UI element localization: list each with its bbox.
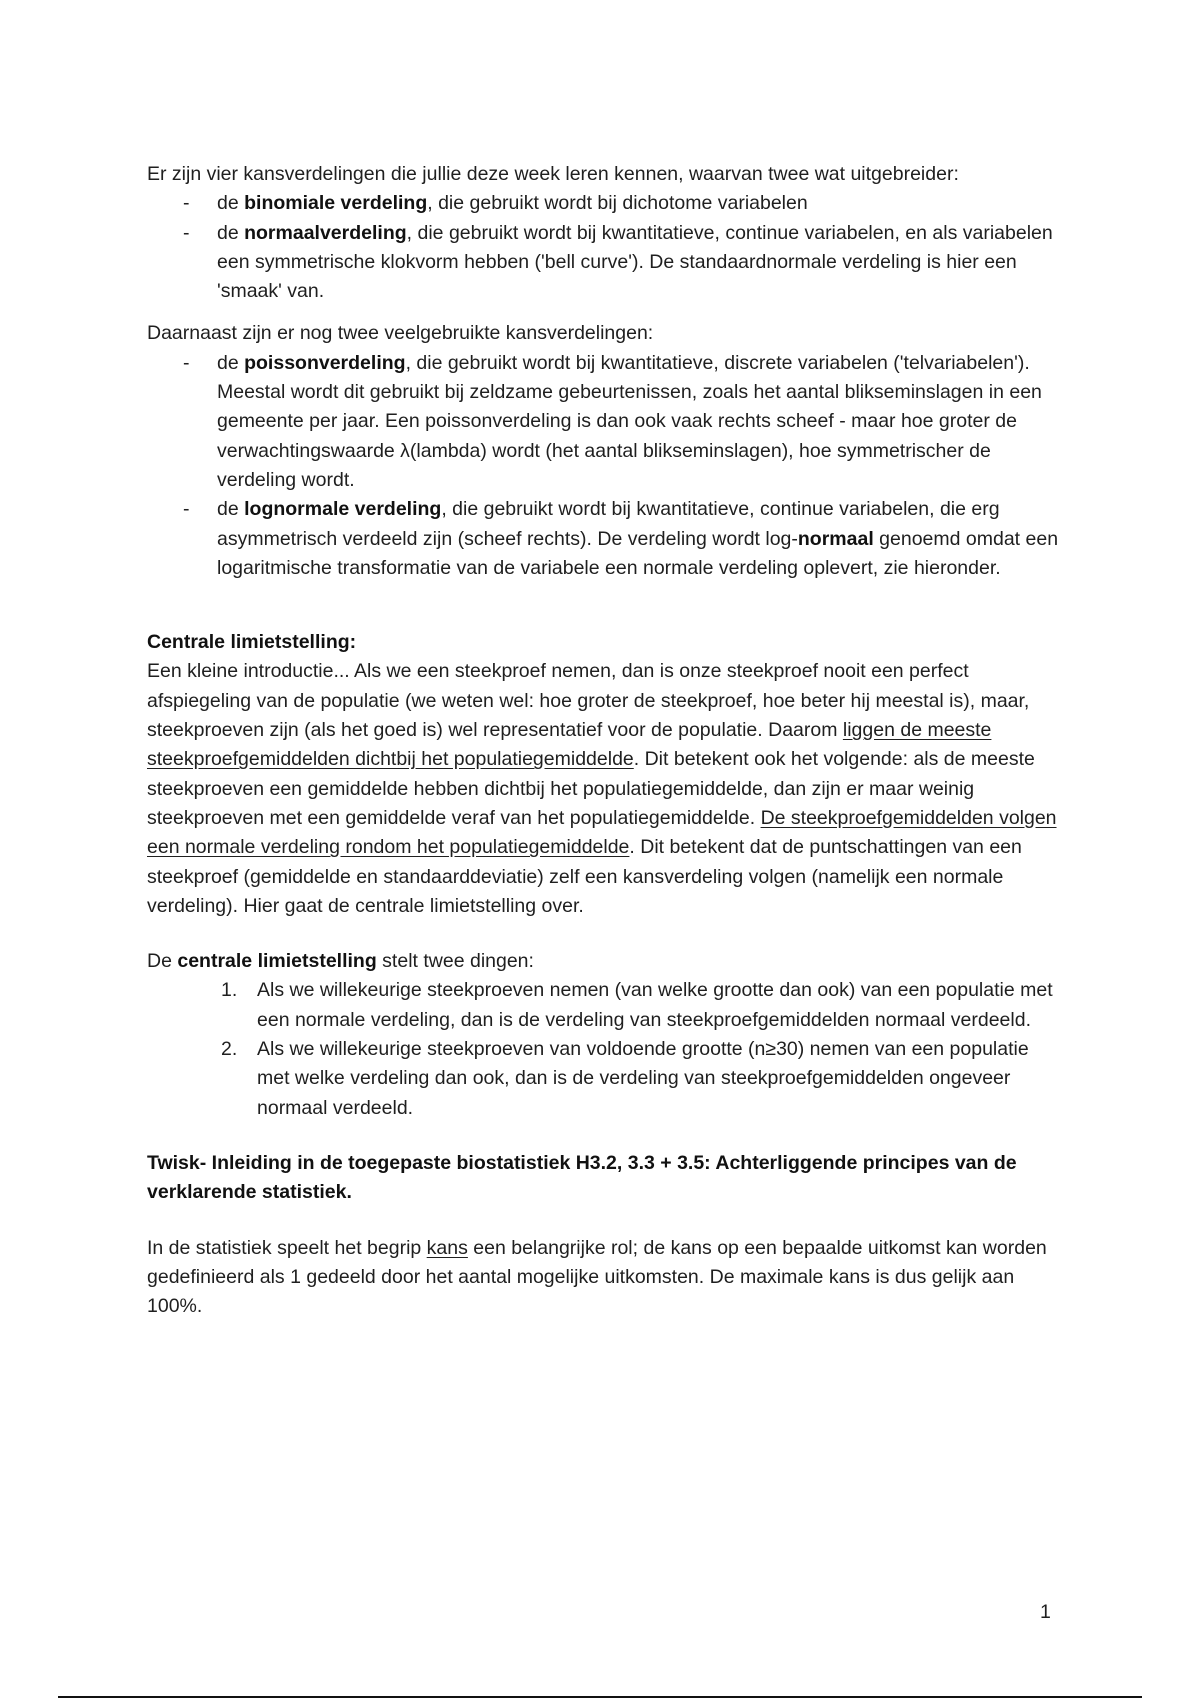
list-marker: 1. bbox=[221, 979, 238, 1002]
underlined-phrase: De steekproefgemiddelden volgen een normale verdeling rondom het populatiegemiddelde bbox=[147, 806, 1057, 859]
term-poisson: poissonverdeling bbox=[244, 351, 406, 374]
list-item: - de binomiale verdeling, die gebruikt wordt bij dichotome variabelen bbox=[217, 189, 1065, 218]
clt-claims-list bbox=[147, 976, 1065, 1122]
underlined-term: kans bbox=[426, 1236, 468, 1259]
page-number: 1 bbox=[1040, 1601, 1051, 1623]
extra-list bbox=[147, 349, 1065, 583]
intro-paragraph: Er zijn vier kansverdelingen die jullie deze week leren kennen, waarvan twee wat uitgebreider: bbox=[147, 163, 959, 185]
clt-claims-intro: De centrale limietstelling stelt twee dingen: bbox=[147, 950, 534, 973]
list-marker: - bbox=[183, 498, 190, 521]
term-lognormaal: lognormale verdeling bbox=[244, 498, 442, 521]
list-item: 2. Als we willekeurige steekproeven van voldoende grootte (n≥30) nemen van een populatie met welke verdeling dan ook, dan is de verdeling van steekproefgemiddelden ongeveer normaal verdeeld. bbox=[257, 1035, 1065, 1123]
underlined-phrase: liggen de meeste steekproefgemiddelden dichtbij het populatiegemiddelde bbox=[147, 719, 992, 771]
list-marker: - bbox=[183, 351, 190, 374]
term-binomiale: binomiale verdeling bbox=[244, 192, 428, 215]
list-marker: - bbox=[183, 221, 190, 244]
list-item: 1. Als we willekeurige steekproeven nemen (van welke grootte dan ook) van een populatie met een normale verdeling, dan is de verdeling van steekproefgemiddelden normaal verdeeld. bbox=[257, 976, 1065, 1035]
twisk-paragraph: In de statistiek speelt het begrip kans een belangrijke rol; de kans op een bepaalde uitkomst kan worden gedefinieerd als 1 gedeeld door het aantal mogelijke uitkomsten. De maximale kans is dus gelijk aan 100%. bbox=[147, 1236, 1047, 1318]
list-item: - de normaalverdeling, die gebruikt wordt bij kwantitatieve, continue variabelen, en als variabelen een symmetrische klokvorm hebben ('bell curve'). De standaardnormale verdeling is hier een 'smaak' van. bbox=[217, 219, 1065, 307]
extra-paragraph: Daarnaast zijn er nog twee veelgebruikte kansverdelingen: bbox=[147, 322, 654, 345]
document-body bbox=[147, 160, 1065, 1321]
list-item: - de poissonverdeling, die gebruikt wordt bij kwantitatieve, discrete variabelen ('telvariabelen'). Meestal wordt dit gebruikt bij zeldzame gebeurtenissen, zoals het aantal blikseminslagen in een gemeente per jaar. Een poissonverdeling is dan ook vaak rechts scheef - maar hoe groter de verwachtingswaarde λ(lambda) wordt (het aantal blikseminslagen), hoe symmetrischer de verdeling wordt. bbox=[217, 349, 1065, 495]
term-normaal: normaalverdeling bbox=[244, 221, 407, 244]
list-marker: - bbox=[183, 192, 190, 215]
list-marker: 2. bbox=[221, 1038, 238, 1061]
section-heading-clt: Centrale limietstelling: bbox=[147, 631, 357, 654]
list-item: - de lognormale verdeling, die gebruikt wordt bij kwantitatieve, continue variabelen, die erg asymmetrisch verdeeld zijn (scheef rechts). De verdeling wordt log-normaal genoemd omdat een logaritmische transformatie van de variabele een normale verdeling oplevert, zie hieronder. bbox=[217, 495, 1065, 583]
section-heading-twisk: Twisk- Inleiding in de toegepaste biostatistiek H3.2, 3.3 + 3.5: Achterliggende principes van de verklarende statistiek. bbox=[147, 1151, 1017, 1204]
clt-paragraph: Een kleine introductie... Als we een steekproef nemen, dan is onze steekproef nooit een perfect afspiegeling van de populatie (we weten wel: hoe groter de steekproef, hoe beter hij meestal is), maar, steekproeven zijn (als het goed is) wel representatief voor de populatie. Daarom liggen de meeste steekproefgemiddelden dichtbij het populatiegemiddelde. Dit betekent ook het volgende: als de meeste steekproeven een gemiddelde hebben dichtbij het populatiegemiddelde, dan zijn er maar weinig steekproeven met een gemiddelde veraf van het populatiegemiddelde. De steekproefgemiddelden volgen een normale verdeling rondom het populatiegemiddelde. Dit betekent dat de puntschattingen van een steekproef (gemiddelde en standaarddeviatie) zelf een kansverdeling volgen (namelijk een normale verdeling). Hier gaat de centrale limietstelling over. bbox=[147, 660, 1057, 917]
intro-list bbox=[147, 189, 1065, 306]
page-bottom-rule bbox=[58, 1696, 1142, 1698]
